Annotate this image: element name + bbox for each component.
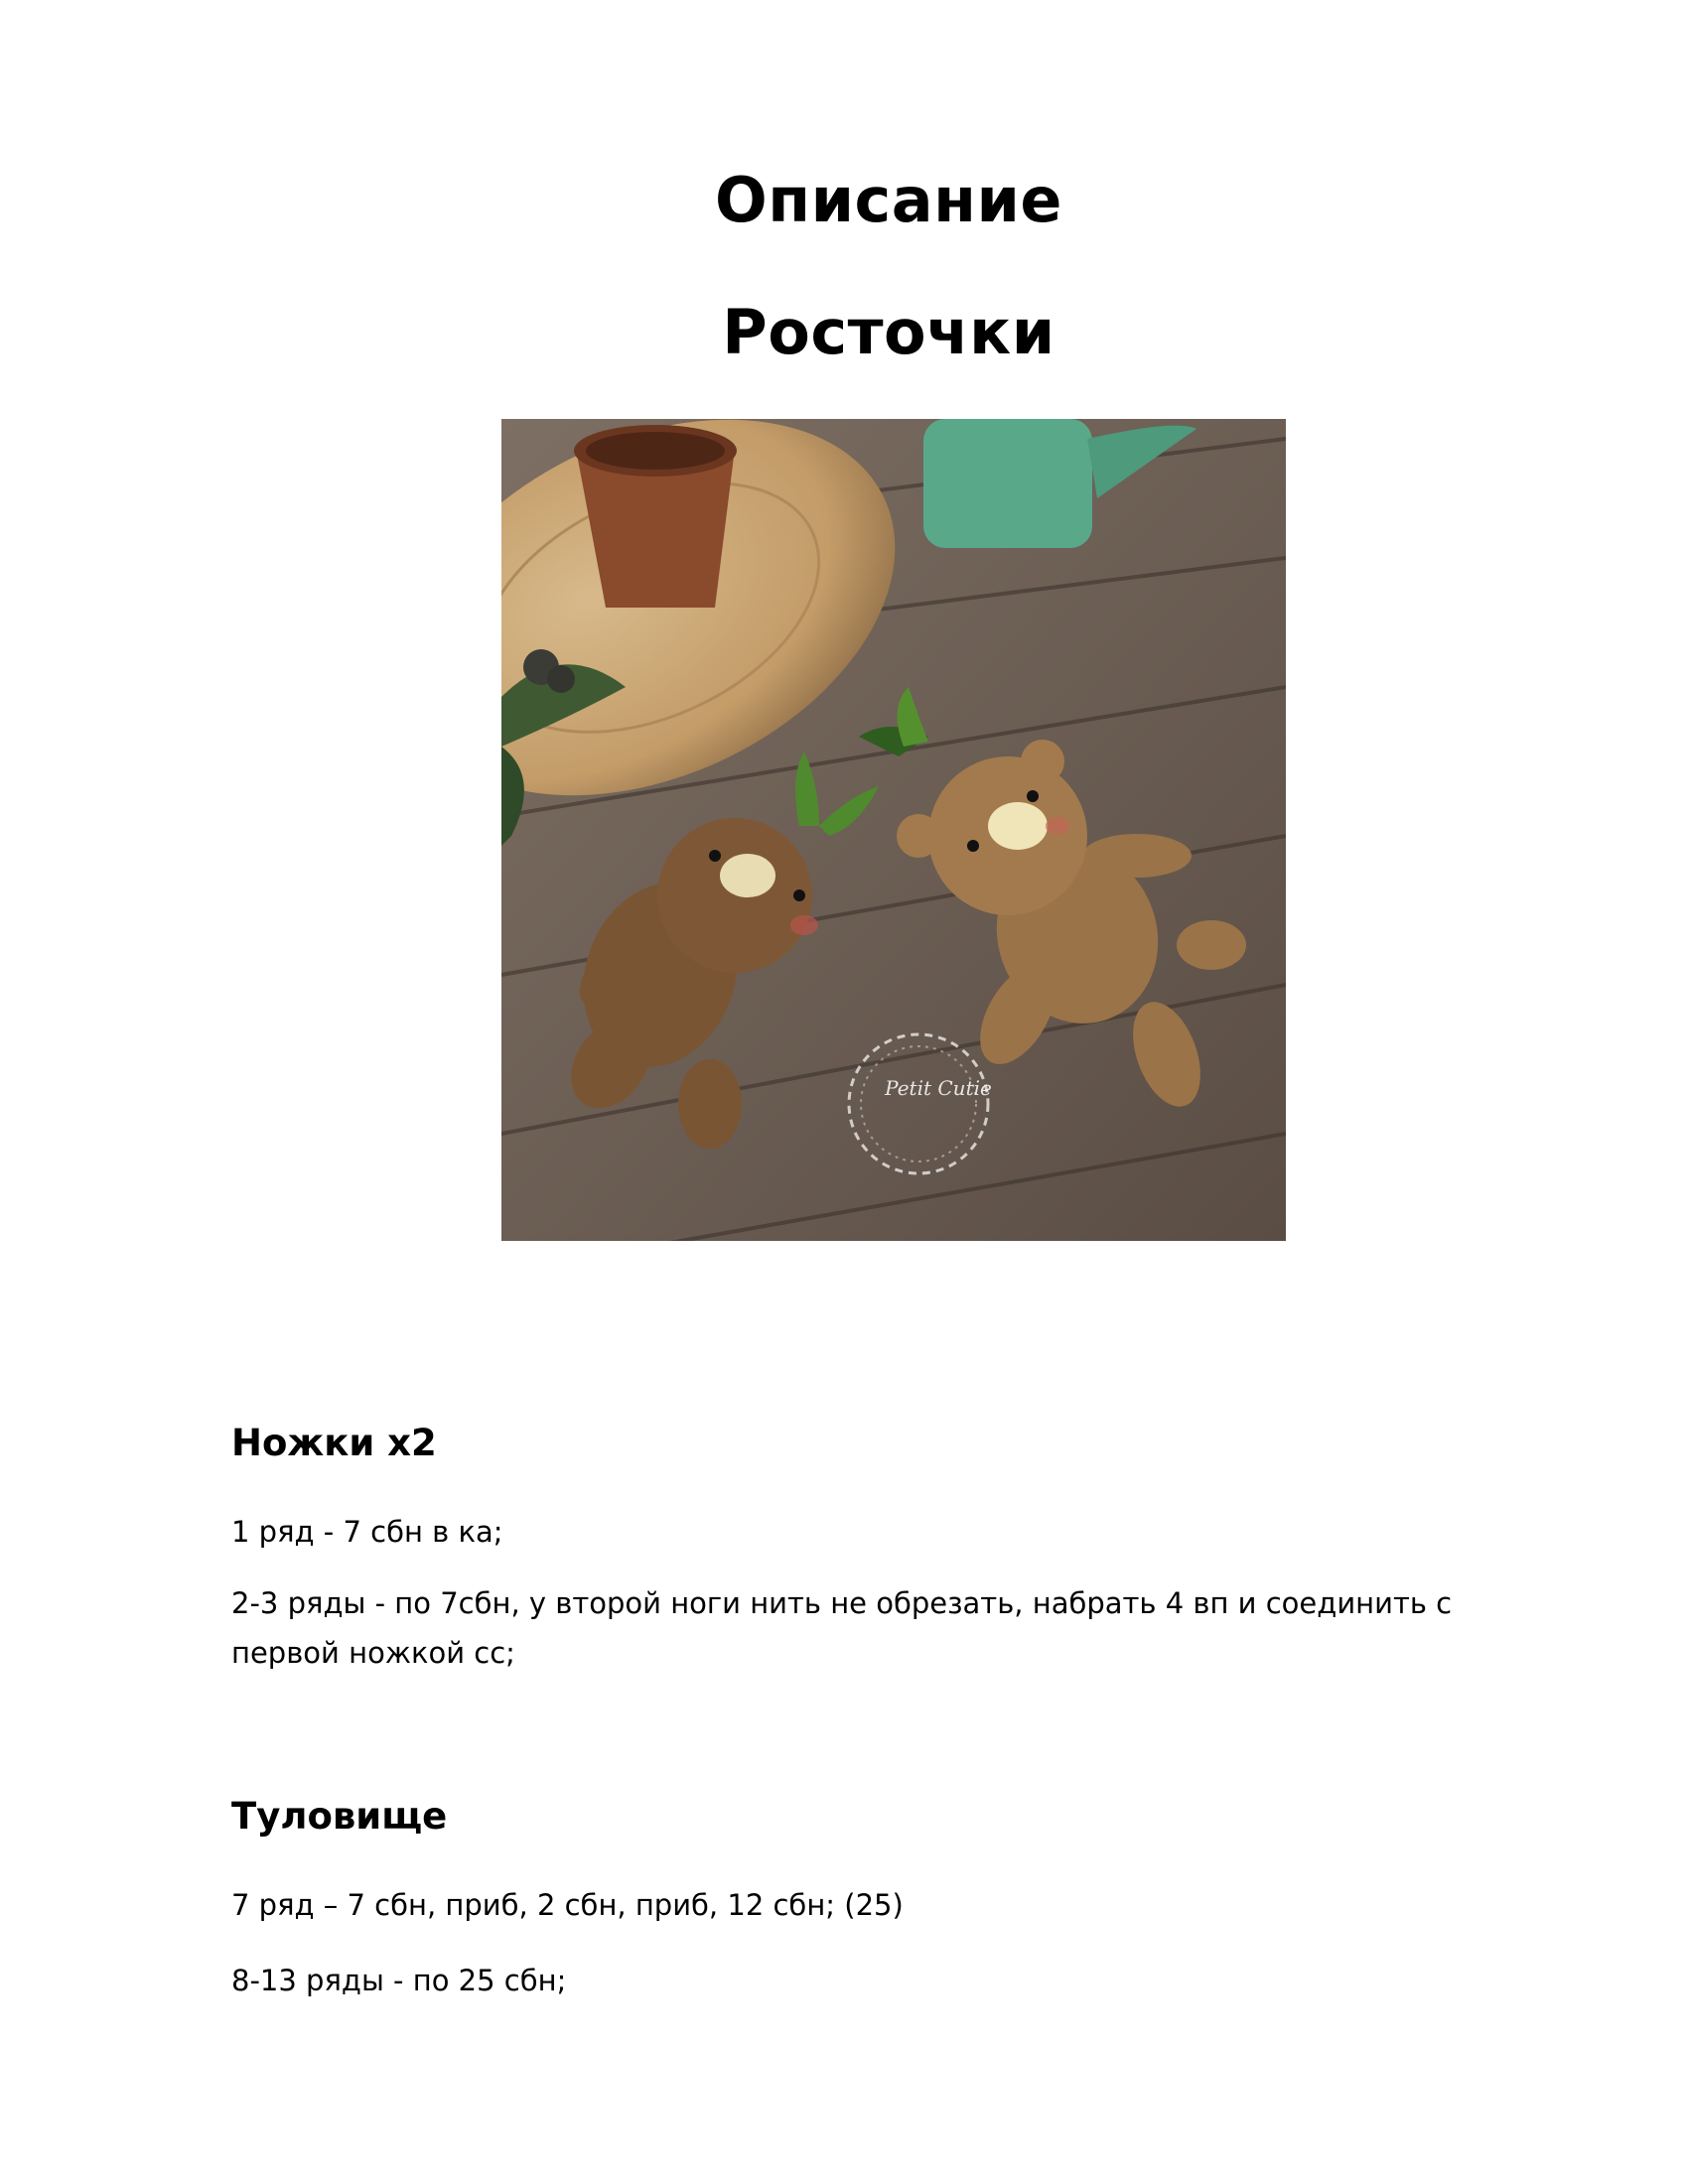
page-title: Описание [715,164,1062,236]
legs-line-2: 2-3 ряды - по 7сбн, у второй ноги нить не обрезать, набрать 4 вп и соединить с первой ножкой сс; [231,1586,1453,1670]
body-line-2: 8-13 ряды - по 25 сбн; [231,1964,567,1997]
section-heading-legs: Ножки х2 [231,1422,437,1464]
page-subtitle: Росточки [722,296,1055,368]
toy-photo [501,419,1286,1241]
legs-line-1: 1 ряд - 7 сбн в ка; [231,1515,503,1549]
body-line-1: 7 ряд – 7 сбн, приб, 2 сбн, приб, 12 сбн; (25) [231,1888,904,1922]
watermark-text: Petit Cutie [885,1076,992,1100]
section-heading-body: Туловище [231,1795,448,1838]
